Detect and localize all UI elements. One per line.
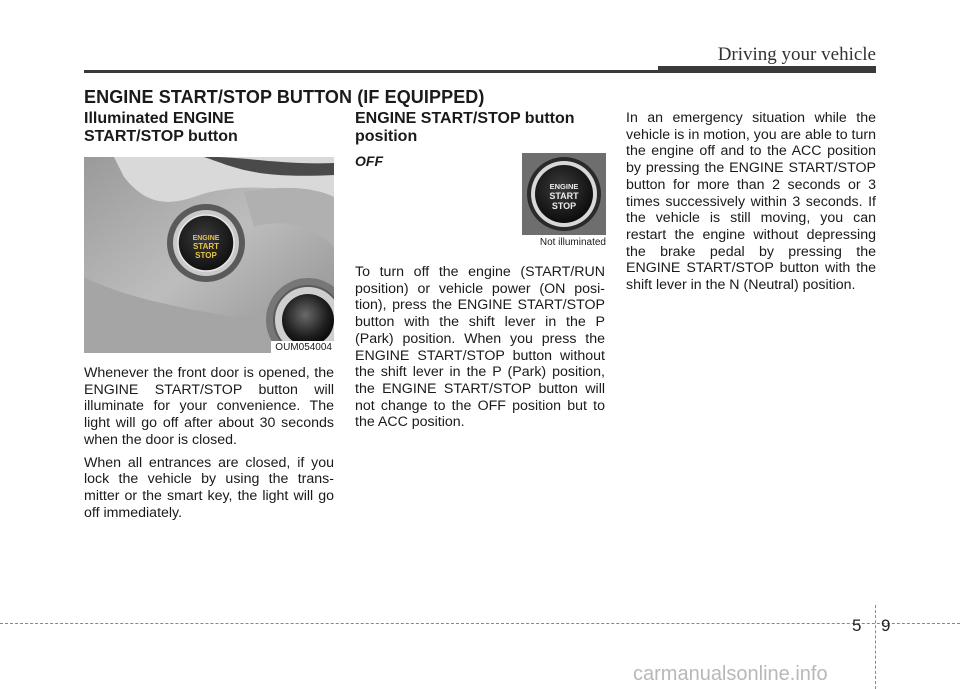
header-rule-accent xyxy=(658,66,876,71)
footer-rule xyxy=(0,623,960,624)
off-label: OFF xyxy=(355,153,383,169)
footer-divider xyxy=(875,605,876,689)
column-1-body xyxy=(84,365,334,521)
button-off-illustration xyxy=(522,153,606,235)
column-2-body xyxy=(355,264,605,431)
running-header-title: Driving your vehicle xyxy=(717,44,876,65)
chapter-number: 5 xyxy=(852,616,862,635)
column-1 xyxy=(84,110,334,146)
watermark: carmanualsonline.info xyxy=(633,663,828,685)
col1-subhead: Illuminated ENGINE START/STOP button xyxy=(84,110,238,145)
figure-code: OUM054004 xyxy=(271,341,334,353)
col1-paragraph-1: Whenever the front door is opened, the ENGINE START/STOP button will illuminate for your convenience. The light will go off after about 30 seconds when the door is closed. xyxy=(84,365,334,448)
col1-paragraph-2: When all entrances are closed, if you lock the vehicle by using the trans-mitter or the smart key, the light will go off immediately. xyxy=(84,454,334,521)
svg-text:START: START xyxy=(192,242,220,251)
col2-subhead: ENGINE START/STOP button position xyxy=(355,110,575,145)
svg-text:ENGINE: ENGINE xyxy=(549,182,579,191)
column-2 xyxy=(355,110,605,146)
section-heading: ENGINE START/STOP BUTTON (IF EQUIPPED) xyxy=(84,87,485,107)
col3-paragraph-1: In an emergency situation while the vehicle is in motion, you are able to turn the engine off and to the ACC position by pressing the ENGINE START/STOP button for more than 2 seconds or 3 times successively within 3 seconds. If the vehicle is still moving, you can restart the engine without depressing the brake pedal by pressing the ENGINE START/STOP button with the shift lever in the N (Neutral) position. xyxy=(626,110,876,294)
col2-paragraph-1: To turn off the engine (START/RUN position) or vehicle power (ON posi-tion), press the ENGINE START/STOP button with the shift lever in the P (Park) position. When you press the ENGINE START/STOP button without the shift lever in the P (Park) position, the ENGINE START/STOP button will not change to the OFF position but to the ACC position. xyxy=(355,264,605,431)
page-number: 9 xyxy=(881,616,891,635)
dashboard-button-photo xyxy=(84,157,334,353)
figure-caption: Not illuminated xyxy=(539,237,606,248)
svg-text:STOP: STOP xyxy=(551,201,577,211)
svg-text:START: START xyxy=(549,191,579,201)
dashboard-photo-illustration xyxy=(84,157,334,353)
svg-text:ENGINE: ENGINE xyxy=(192,235,220,242)
svg-text:STOP: STOP xyxy=(195,251,217,260)
not-illuminated-button-photo xyxy=(522,153,606,235)
column-3 xyxy=(626,110,876,294)
